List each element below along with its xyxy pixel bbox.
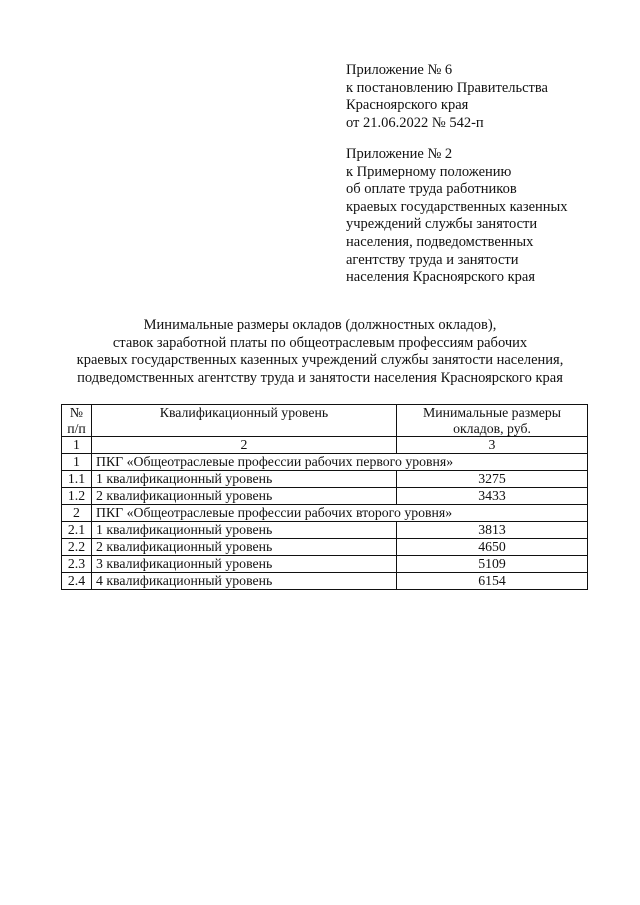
row-name: 1 квалификационный уровень <box>92 522 397 539</box>
row-num: 1.2 <box>62 488 92 505</box>
row-name: 4 квалификационный уровень <box>92 573 397 590</box>
appendix-2-line: к Примерному положению <box>346 163 512 180</box>
row-value: 3813 <box>397 522 588 539</box>
row-value: 6154 <box>397 573 588 590</box>
title-line: краевых государственных казенных учреждений службы занятости населения, <box>76 352 564 369</box>
appendix-6-line: Красноярского края <box>346 97 469 114</box>
appendix-2-line: Приложение № 2 <box>346 146 453 162</box>
appendix-6-block <box>346 62 606 132</box>
table-row <box>62 471 588 488</box>
row-value: 3275 <box>397 471 588 488</box>
table-row <box>62 573 588 590</box>
row-name: 2 квалификационный уровень <box>92 488 397 505</box>
appendix-6-line: от 21.06.2022 № 542-п <box>346 114 484 131</box>
row-num: 2.3 <box>62 556 92 573</box>
row-name: 1 квалификационный уровень <box>92 471 397 488</box>
table-row <box>62 488 588 505</box>
index-cell: 3 <box>397 437 588 454</box>
header-value: Минимальные размеры окладов, руб. <box>397 405 588 437</box>
row-num: 1.1 <box>62 471 92 488</box>
appendix-2-line: об оплате труда работников <box>346 181 517 198</box>
index-cell: 2 <box>92 437 397 454</box>
group-title: ПКГ «Общеотраслевые профессии рабочих первого уровня» <box>92 454 588 471</box>
appendix-6-line: к постановлению Правительства <box>346 79 548 96</box>
row-value: 5109 <box>397 556 588 573</box>
row-name: 3 квалификационный уровень <box>92 556 397 573</box>
title-line: Минимальные размеры окладов (должностных окладов), <box>143 317 497 333</box>
table-header-row <box>62 405 588 437</box>
group-num: 2 <box>62 505 92 522</box>
row-value: 3433 <box>397 488 588 505</box>
title-line: подведомственных агентству труда и занятости населения Красноярского края <box>77 369 563 386</box>
appendix-2-block <box>346 146 606 287</box>
header-name: Квалификационный уровень <box>92 405 397 437</box>
salary-table <box>61 404 588 590</box>
appendix-2-line: населения Красноярского края <box>346 269 536 286</box>
appendix-6-line: Приложение № 6 <box>346 62 453 78</box>
group-title: ПКГ «Общеотраслевые профессии рабочих второго уровня» <box>92 505 588 522</box>
row-name: 2 квалификационный уровень <box>92 539 397 556</box>
group-row <box>62 454 588 471</box>
appendix-2-line: краевых государственных казенных <box>346 198 568 215</box>
table-row <box>62 522 588 539</box>
appendix-2-line: населения, подведомственных <box>346 233 534 250</box>
row-num: 2.2 <box>62 539 92 556</box>
row-num: 2.4 <box>62 573 92 590</box>
row-value: 4650 <box>397 539 588 556</box>
document-title <box>40 317 600 387</box>
appendix-2-line: учреждений службы занятости <box>346 216 538 233</box>
index-cell: 1 <box>62 437 92 454</box>
table-row <box>62 539 588 556</box>
table-index-row <box>62 437 588 454</box>
group-row <box>62 505 588 522</box>
table-row <box>62 556 588 573</box>
appendix-2-line: агентству труда и занятости <box>346 251 519 268</box>
group-num: 1 <box>62 454 92 471</box>
title-line: ставок заработной платы по общеотраслевым профессиям рабочих <box>112 334 528 351</box>
header-num: № п/п <box>62 405 92 437</box>
row-num: 2.1 <box>62 522 92 539</box>
